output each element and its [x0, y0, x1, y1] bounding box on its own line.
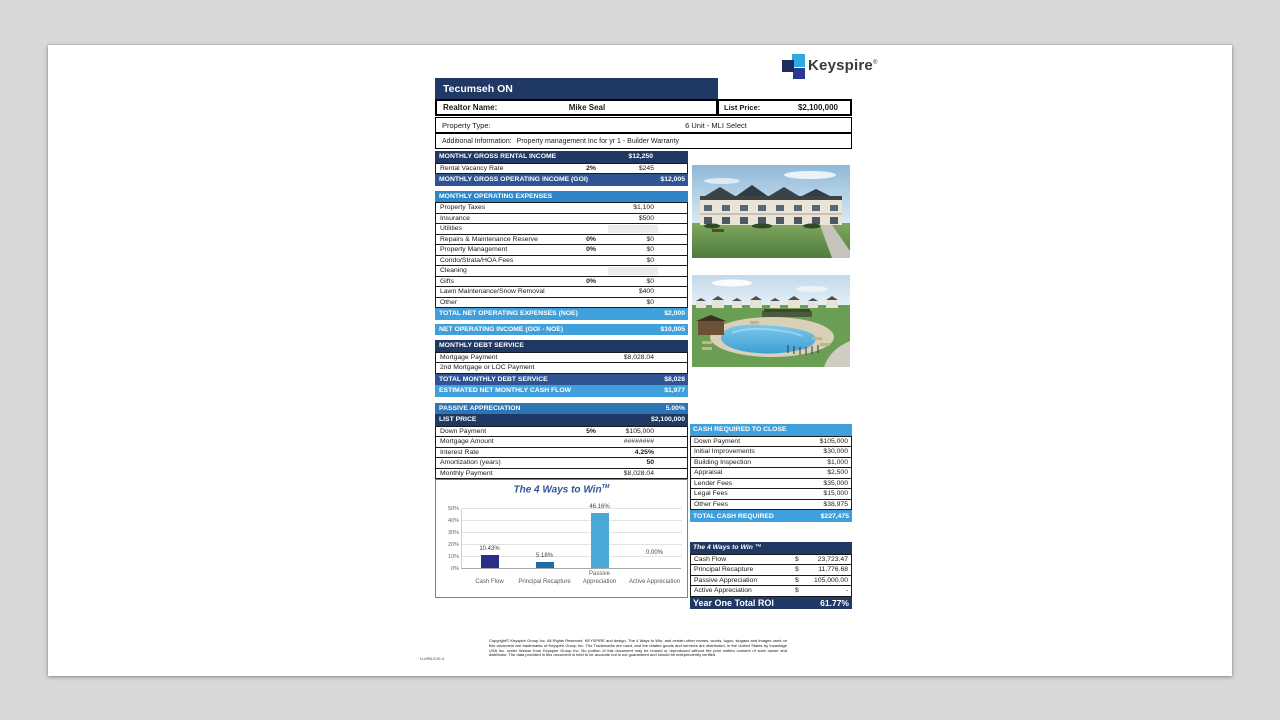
- financials-column: [435, 151, 688, 612]
- cash-row: [690, 499, 852, 511]
- property-photo-pool: [692, 275, 850, 367]
- vacancy-value: $245: [638, 164, 654, 172]
- expense-label: Cleaning: [440, 267, 467, 275]
- expense-value: $0: [646, 256, 654, 264]
- currency-symbol: $: [795, 587, 799, 595]
- noi-value: $10,005: [660, 325, 685, 333]
- logo-brand-text: Keyspire®: [808, 57, 878, 74]
- bar-data-label: 46.16%: [589, 503, 610, 510]
- cash-value: $2,500: [827, 469, 848, 477]
- total-cash-bar: [690, 510, 852, 522]
- currency-symbol: $: [795, 555, 799, 563]
- vacancy-pct: 2%: [586, 164, 596, 172]
- expense-label: Condo/Strata/HOA Fees: [440, 256, 514, 264]
- pool-rendering-image: [692, 275, 850, 367]
- expense-value: $500: [638, 214, 654, 222]
- operating-expenses-header: [435, 191, 688, 203]
- additional-info-value: Property management Inc for yr 1 - Builder Warranty: [516, 137, 680, 145]
- total-debt-value: $8,028: [664, 375, 685, 383]
- expense-row: [435, 297, 688, 309]
- additional-info-label: Additional Information:: [442, 137, 512, 145]
- list-price-bar-label: LIST PRICE: [439, 416, 477, 424]
- currency-symbol: $: [795, 576, 799, 584]
- debt-label: 2nd Mortgage or LOC Payment: [440, 364, 535, 372]
- list-price-value: $2,100,000: [797, 103, 838, 112]
- debt-service-header: [435, 340, 688, 352]
- cash-value: $30,000: [823, 448, 848, 456]
- financing-row: [435, 468, 688, 480]
- chart-title-text: The 4 Ways to Win: [513, 484, 602, 496]
- cash-required-title: CASH REQUIRED TO CLOSE: [693, 426, 787, 434]
- total-debt-bar: [435, 374, 688, 386]
- roi-value: 61.77%: [820, 597, 849, 608]
- debt-row: [435, 362, 688, 374]
- net-cash-flow-value: $1,977: [664, 387, 685, 395]
- total-noe-bar: [435, 308, 688, 320]
- list-price-label: List Price:: [724, 103, 761, 112]
- noi-bar: [435, 324, 688, 336]
- expense-value: $0: [646, 277, 654, 285]
- bar-data-label: 0.00%: [645, 550, 663, 556]
- financing-value: $8,028.04: [623, 469, 654, 477]
- expense-pct: 0%: [586, 246, 596, 254]
- list-price-cell: [718, 99, 852, 116]
- expense-value: $0: [646, 298, 654, 306]
- bar-slot: [627, 508, 682, 586]
- document-code: U-eRB-E19-3: [420, 656, 445, 661]
- financing-label: Interest Rate: [440, 448, 479, 456]
- passive-appreciation-value: 5.00%: [665, 404, 685, 412]
- logo-square-royal-icon: [793, 68, 805, 79]
- realtor-row: [435, 99, 718, 116]
- four-ways-header: [690, 542, 852, 554]
- noi-label: NET OPERATING INCOME (GOI - NOE): [439, 325, 564, 333]
- cash-value: $15,000: [823, 490, 848, 498]
- chart-title: [436, 484, 687, 495]
- vacancy-label: Rental Vacancy Rate: [440, 164, 504, 172]
- y-axis-tick: 30%: [447, 529, 459, 536]
- chart-bar: [591, 513, 609, 568]
- list-price-bar-value: $2,100,000: [650, 416, 685, 424]
- debt-service-title: MONTHLY DEBT SERVICE: [439, 342, 524, 350]
- property-type-row: [435, 117, 852, 133]
- expense-value: $400: [638, 288, 654, 296]
- additional-info-row: [435, 133, 852, 149]
- bar-data-label: 10.43%: [479, 546, 500, 553]
- financing-label: Mortgage Amount: [440, 438, 494, 446]
- total-noe-value: $2,000: [664, 310, 685, 318]
- cash-required-header: [690, 424, 852, 436]
- ways-label: Cash Flow: [694, 555, 727, 563]
- empty-cell-shading: [608, 225, 658, 233]
- location-title-bar: [435, 78, 718, 99]
- cash-label: Appraisal: [694, 469, 723, 477]
- ways-value: 105,000.00: [813, 576, 848, 584]
- vacancy-row: [435, 163, 688, 175]
- ways-value: 11,776.68: [818, 566, 848, 574]
- expense-value: $0: [646, 235, 654, 243]
- net-cash-flow-bar: [435, 385, 688, 397]
- expense-label: Property Management: [440, 246, 508, 254]
- passive-appreciation-bar: [435, 403, 688, 415]
- photos-and-cash-column: [690, 151, 852, 612]
- expense-label: Insurance: [440, 214, 470, 222]
- realtor-name: Mike Seal: [568, 103, 606, 112]
- list-price-bar: [435, 414, 688, 426]
- cash-value: $1,000: [827, 458, 848, 466]
- goi-bar: [435, 174, 688, 186]
- cash-label: Legal Fees: [694, 490, 728, 498]
- total-debt-label: TOTAL MONTHLY DEBT SERVICE: [439, 375, 548, 383]
- y-axis-tick: 40%: [447, 517, 459, 524]
- trademark-mark: TM: [601, 484, 610, 490]
- financing-value: ########: [623, 438, 654, 446]
- x-axis-label: Passive Appreciation: [582, 571, 617, 586]
- financing-label: Amortization (years): [440, 459, 501, 467]
- financing-label: Monthly Payment: [440, 469, 493, 477]
- financing-value: 50: [646, 459, 654, 467]
- building-rendering-image: [692, 165, 850, 258]
- gross-rental-income-bar: [435, 151, 688, 163]
- cash-required-table: [690, 424, 852, 522]
- ways-row: [690, 585, 852, 597]
- bar-slot: [517, 508, 572, 586]
- currency-symbol: $: [795, 566, 799, 574]
- goi-value: $12,005: [660, 176, 685, 184]
- roi-label: Year One Total ROI: [693, 597, 774, 608]
- year-one-roi-bar: [690, 597, 852, 610]
- ways-value: -: [845, 587, 848, 595]
- financing-pct: 5%: [586, 427, 596, 435]
- y-axis-tick: 20%: [447, 541, 459, 548]
- financing-value: $105,000: [625, 427, 654, 435]
- cash-label: Initial Improvements: [694, 448, 755, 456]
- cash-value: $38,975: [823, 500, 848, 508]
- x-axis-label: Active Appreciation: [628, 579, 681, 586]
- property-photo-building: [692, 165, 850, 258]
- ways-label: Passive Appreciation: [694, 576, 758, 584]
- registered-mark: ®: [872, 60, 878, 66]
- property-type-label: Property Type:: [442, 120, 491, 130]
- bar-slot: [462, 508, 517, 586]
- expense-value: $0: [646, 246, 654, 254]
- x-axis-label: Principal Recapture: [518, 579, 571, 586]
- y-axis-tick: 50%: [447, 505, 459, 512]
- expense-label: Gifts: [440, 277, 454, 285]
- four-ways-table: [690, 542, 852, 609]
- cash-label: Building Inspection: [694, 458, 752, 466]
- cash-value: $35,000: [823, 479, 848, 487]
- expense-label: Utilities: [440, 225, 462, 233]
- debt-label: Mortgage Payment: [440, 353, 498, 361]
- net-cash-flow-label: ESTIMATED NET MONTHLY CASH FLOW: [439, 387, 572, 395]
- chart-bar: [481, 555, 499, 568]
- financing-value: 4.25%: [634, 448, 654, 456]
- empty-cell-shading: [608, 267, 658, 275]
- chart-bar: [536, 562, 554, 568]
- y-axis-tick: 0%: [451, 565, 459, 572]
- expense-label: Lawn Maintenance/Snow Removal: [440, 288, 545, 296]
- operating-expenses-title: MONTHLY OPERATING EXPENSES: [439, 192, 553, 200]
- expense-label: Other: [440, 298, 457, 306]
- y-axis-tick: 10%: [447, 553, 459, 560]
- location-title: Tecumseh ON: [443, 82, 513, 95]
- gross-rental-income-value: $12,250: [628, 153, 653, 161]
- total-noe-label: TOTAL NET OPERATING EXPENSES (NOE): [439, 310, 578, 318]
- expense-pct: 0%: [586, 235, 596, 243]
- bar-data-label: 5.18%: [535, 552, 553, 559]
- total-cash-value: $227,475: [820, 512, 849, 520]
- cash-value: $105,000: [819, 437, 848, 445]
- expense-label: Property Taxes: [440, 204, 486, 212]
- expense-label: Repairs & Maintenance Reserve: [440, 235, 538, 243]
- property-type-value: 6 Unit - MLI Select: [685, 120, 747, 130]
- four-ways-title: The 4 Ways to Win ™: [693, 544, 762, 552]
- four-ways-chart: [435, 479, 688, 598]
- expense-pct: 0%: [586, 277, 596, 285]
- passive-appreciation-label: PASSIVE APPRECIATION: [439, 404, 521, 412]
- total-cash-label: TOTAL CASH REQUIRED: [693, 512, 774, 520]
- cash-label: Down Payment: [694, 437, 741, 445]
- debt-value: $8,028.04: [623, 353, 654, 361]
- ways-label: Active Appreciation: [694, 587, 752, 595]
- expense-value: $1,100: [633, 204, 654, 212]
- cash-label: Lender Fees: [694, 479, 733, 487]
- copyright-text: Copyright© Keyspire Group Inc. All Rights Reserved. KEYSPIRE and design, The 4 Ways to Win, and certain other names, words, logos, slogans and images used on this document are trademarks of Keyspire Group Inc. The Trademarks are used, and the related goods and services are distributed, in the United States by Invantage USA Inc. under license from Keyspire Group Inc. No portion of this document may be reused or reproduced without the prior written consent of such owner and distributor. The data provided in this document is held to be accurate but is not guaranteed and should be independently verified.: [489, 638, 787, 658]
- x-axis-label: Cash Flow: [475, 579, 504, 586]
- ways-label: Principal Recapture: [694, 566, 754, 574]
- logo-square-navy-icon: [782, 60, 794, 72]
- goi-label: MONTHLY GROSS OPERATING INCOME (GOI): [439, 176, 589, 184]
- chart-plot-area: [447, 503, 681, 586]
- cash-label: Other Fees: [694, 500, 728, 508]
- gross-rental-income-label: MONTHLY GROSS RENTAL INCOME: [439, 153, 557, 161]
- financing-label: Down Payment: [440, 427, 487, 435]
- keyspire-logo: [781, 53, 891, 83]
- bar-slot: [572, 503, 627, 586]
- realtor-label: Realtor Name:: [443, 103, 498, 112]
- ways-value: 23,723.47: [817, 555, 848, 563]
